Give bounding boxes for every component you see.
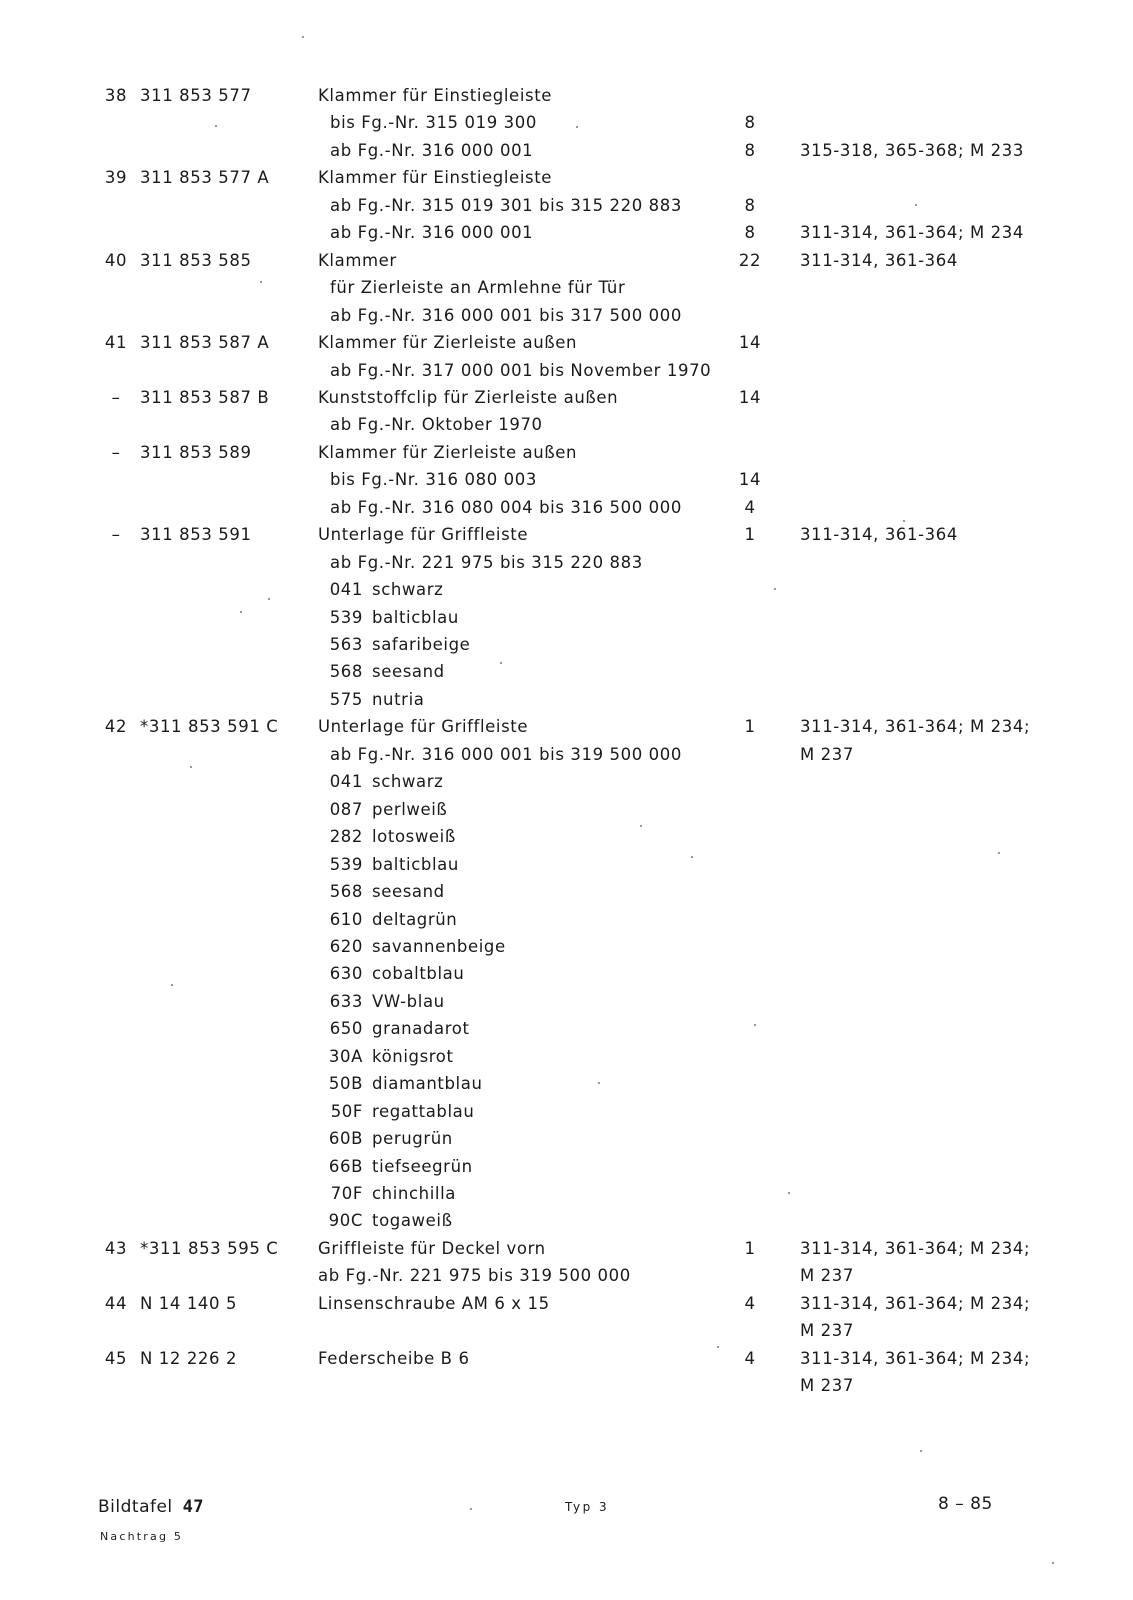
color-name: granadarot [372, 1019, 470, 1038]
description: Griffleiste für Deckel vorn [318, 1239, 546, 1258]
color-code: 30A [328, 1047, 363, 1066]
part-number: *311 853 591 C [140, 717, 279, 736]
scan-speck [598, 1082, 600, 1084]
position-number: 41 [104, 333, 128, 352]
bildtafel-label [98, 1497, 204, 1517]
scan-speck [260, 281, 262, 283]
parts-row [0, 604, 1133, 631]
parts-row [0, 933, 1133, 960]
scan-speck [470, 1508, 472, 1510]
color-code: 041 [329, 580, 363, 599]
quantity: 1 [744, 717, 756, 736]
color-name: seesand [372, 882, 445, 901]
color-name: diamantblau [372, 1074, 483, 1093]
quantity: 14 [738, 470, 762, 489]
quantity: 8 [744, 196, 756, 215]
description: Unterlage für Griffleiste [318, 525, 529, 544]
scan-speck [240, 611, 242, 613]
part-number: 311 853 585 [140, 251, 252, 270]
parts-row [0, 768, 1133, 795]
color-name: balticblau [372, 608, 459, 627]
parts-row [0, 137, 1133, 164]
parts-row [0, 1070, 1133, 1097]
color-code: 60B [328, 1129, 363, 1148]
color-code: 90C [328, 1211, 363, 1230]
description: für Zierleiste an Armlehne für Tür [330, 278, 626, 297]
position-number: 45 [104, 1349, 128, 1368]
quantity: 1 [744, 525, 756, 544]
nachtrag-label: Nachtrag 5 [100, 1530, 184, 1543]
part-number: 311 853 587 A [140, 333, 270, 352]
quantity: 4 [744, 1294, 756, 1313]
parts-row [0, 82, 1133, 109]
model-reference: 311-314, 361-364 [800, 525, 958, 544]
parts-row [0, 1180, 1133, 1207]
parts-row [0, 411, 1133, 438]
color-code: 610 [329, 910, 363, 929]
color-code: 563 [329, 635, 363, 654]
color-name: togaweiß [372, 1211, 453, 1230]
scan-speck [268, 598, 270, 600]
color-name: tiefseegrün [372, 1157, 473, 1176]
color-code: 650 [329, 1019, 363, 1038]
parts-row [0, 1235, 1133, 1262]
parts-row [0, 1015, 1133, 1042]
part-number: *311 853 595 C [140, 1239, 279, 1258]
color-name: savannenbeige [372, 937, 506, 956]
model-reference: 311-314, 361-364; M 234; [800, 1239, 1031, 1258]
color-name: VW-blau [372, 992, 445, 1011]
parts-row [0, 741, 1133, 768]
parts-row [0, 988, 1133, 1015]
description: ab Fg.-Nr. 317 000 001 bis November 1970 [330, 361, 712, 380]
color-name: nutria [372, 690, 425, 709]
parts-row [0, 549, 1133, 576]
position-number: – [111, 443, 121, 462]
bildtafel-text: Bildtafel [98, 1497, 173, 1517]
color-code: 50B [328, 1074, 363, 1093]
description: ab Fg.-Nr. 316 000 001 bis 317 500 000 [330, 306, 682, 325]
description: Klammer [318, 251, 397, 270]
color-name: regattablau [372, 1102, 475, 1121]
color-code: 50F [330, 1102, 363, 1121]
scan-speck [576, 126, 578, 128]
color-code: 575 [329, 690, 363, 709]
color-name: chinchilla [372, 1184, 456, 1203]
scan-speck [915, 204, 917, 206]
description: ab Fg.-Nr. 316 000 001 bis 319 500 000 [330, 745, 682, 764]
color-name: balticblau [372, 855, 459, 874]
model-reference: 311-314, 361-364; M 234; [800, 1349, 1031, 1368]
description: Federscheibe B 6 [318, 1349, 470, 1368]
description: Klammer für Zierleiste außen [318, 443, 578, 462]
parts-row [0, 247, 1133, 274]
parts-row [0, 1125, 1133, 1152]
model-reference: 311-314, 361-364 [800, 251, 958, 270]
color-name: seesand [372, 662, 445, 681]
parts-row [0, 576, 1133, 603]
part-number: 311 853 587 B [140, 388, 270, 407]
color-code: 633 [329, 992, 363, 1011]
color-name: safaribeige [372, 635, 471, 654]
color-name: deltagrün [372, 910, 458, 929]
quantity: 4 [744, 1349, 756, 1368]
parts-row [0, 329, 1133, 356]
description: ab Fg.-Nr. 221 975 bis 315 220 883 [330, 553, 643, 572]
quantity: 14 [738, 333, 762, 352]
quantity: 8 [744, 223, 756, 242]
scan-speck [691, 856, 693, 858]
description: Klammer für Zierleiste außen [318, 333, 578, 352]
parts-row [0, 878, 1133, 905]
scan-speck [920, 1450, 922, 1452]
description: ab Fg.-Nr. 221 975 bis 319 500 000 [318, 1266, 631, 1285]
color-name: königsrot [372, 1047, 454, 1066]
color-code: 630 [329, 964, 363, 983]
parts-row [0, 1098, 1133, 1125]
color-name: schwarz [372, 580, 444, 599]
color-code: 041 [329, 772, 363, 791]
description: Unterlage für Griffleiste [318, 717, 529, 736]
description: ab Fg.-Nr. 316 000 001 [330, 223, 534, 242]
color-code: 282 [329, 827, 363, 846]
position-number: – [111, 388, 121, 407]
quantity: 8 [744, 113, 756, 132]
scan-speck [774, 588, 776, 590]
description: ab Fg.-Nr. Oktober 1970 [330, 415, 543, 434]
model-reference: 311-314, 361-364; M 234; [800, 717, 1031, 736]
description: Klammer für Einstiegleiste [318, 86, 553, 105]
position-number: 44 [104, 1294, 128, 1313]
color-code: 539 [329, 608, 363, 627]
scan-speck [171, 984, 173, 986]
parts-row [0, 164, 1133, 191]
quantity: 14 [738, 388, 762, 407]
part-number: 311 853 577 [140, 86, 252, 105]
parts-row [0, 1290, 1133, 1317]
parts-row [0, 521, 1133, 548]
parts-row [0, 631, 1133, 658]
color-code: 568 [329, 882, 363, 901]
parts-row [0, 1207, 1133, 1234]
parts-row [0, 1153, 1133, 1180]
quantity: 1 [744, 1239, 756, 1258]
color-name: lotosweiß [372, 827, 456, 846]
parts-row [0, 851, 1133, 878]
position-number: 42 [104, 717, 128, 736]
description: Klammer für Einstiegleiste [318, 168, 553, 187]
scan-speck [500, 662, 502, 664]
page-reference: 8 – 85 [938, 1494, 993, 1514]
scan-speck [215, 125, 217, 127]
description: Linsenschraube AM 6 x 15 [318, 1294, 550, 1313]
parts-row [0, 384, 1133, 411]
part-number: N 12 226 2 [140, 1349, 238, 1368]
part-number: 311 853 591 [140, 525, 252, 544]
parts-row [0, 192, 1133, 219]
scan-speck [302, 36, 304, 38]
model-reference: M 237 [800, 1376, 854, 1395]
position-number: 40 [104, 251, 128, 270]
color-name: perlweiß [372, 800, 448, 819]
parts-row [0, 302, 1133, 329]
color-code: 66B [328, 1157, 363, 1176]
scan-speck [788, 1192, 790, 1194]
color-code: 70F [330, 1184, 363, 1203]
parts-row [0, 1345, 1133, 1372]
model-reference: 311-314, 361-364; M 234 [800, 223, 1024, 242]
scan-speck [754, 1024, 756, 1026]
parts-row [0, 1262, 1133, 1289]
scan-speck [903, 520, 905, 522]
parts-row [0, 658, 1133, 685]
color-name: perugrün [372, 1129, 453, 1148]
description: ab Fg.-Nr. 315 019 301 bis 315 220 883 [330, 196, 682, 215]
parts-row [0, 796, 1133, 823]
model-reference: M 237 [800, 1321, 854, 1340]
parts-row [0, 960, 1133, 987]
quantity: 4 [744, 498, 756, 517]
description: bis Fg.-Nr. 316 080 003 [330, 470, 537, 489]
parts-row [0, 219, 1133, 246]
parts-row [0, 439, 1133, 466]
model-reference: M 237 [800, 745, 854, 764]
description: Kunststoffclip für Zierleiste außen [318, 388, 619, 407]
model-reference: 315-318, 365-368; M 233 [800, 141, 1024, 160]
color-code: 087 [329, 800, 363, 819]
model-reference: 311-314, 361-364; M 234; [800, 1294, 1031, 1313]
scan-speck [1052, 1562, 1054, 1564]
color-code: 620 [329, 937, 363, 956]
parts-row [0, 274, 1133, 301]
position-number: 43 [104, 1239, 128, 1258]
parts-row [0, 686, 1133, 713]
parts-row [0, 713, 1133, 740]
color-code: 539 [329, 855, 363, 874]
quantity: 22 [738, 251, 762, 270]
part-number: 311 853 589 [140, 443, 252, 462]
scan-speck [717, 1346, 719, 1348]
parts-row [0, 466, 1133, 493]
description: ab Fg.-Nr. 316 080 004 bis 316 500 000 [330, 498, 682, 517]
scan-speck [190, 766, 192, 768]
parts-row [0, 109, 1133, 136]
scan-speck [640, 825, 642, 827]
parts-row [0, 1317, 1133, 1344]
parts-row [0, 494, 1133, 521]
color-name: schwarz [372, 772, 444, 791]
description: bis Fg.-Nr. 315 019 300 [330, 113, 537, 132]
color-name: cobaltblau [372, 964, 465, 983]
color-code: 568 [329, 662, 363, 681]
position-number: 38 [104, 86, 128, 105]
position-number: 39 [104, 168, 128, 187]
typ-label: Typ 3 [565, 1500, 610, 1514]
parts-row [0, 1043, 1133, 1070]
parts-row [0, 1372, 1133, 1399]
parts-row [0, 823, 1133, 850]
position-number: – [111, 525, 121, 544]
scan-speck [998, 852, 1000, 854]
part-number: 311 853 577 A [140, 168, 270, 187]
description: ab Fg.-Nr. 316 000 001 [330, 141, 534, 160]
part-number: N 14 140 5 [140, 1294, 238, 1313]
bildtafel-number: 47 [182, 1497, 205, 1517]
parts-row [0, 906, 1133, 933]
quantity: 8 [744, 141, 756, 160]
model-reference: M 237 [800, 1266, 854, 1285]
parts-row [0, 357, 1133, 384]
